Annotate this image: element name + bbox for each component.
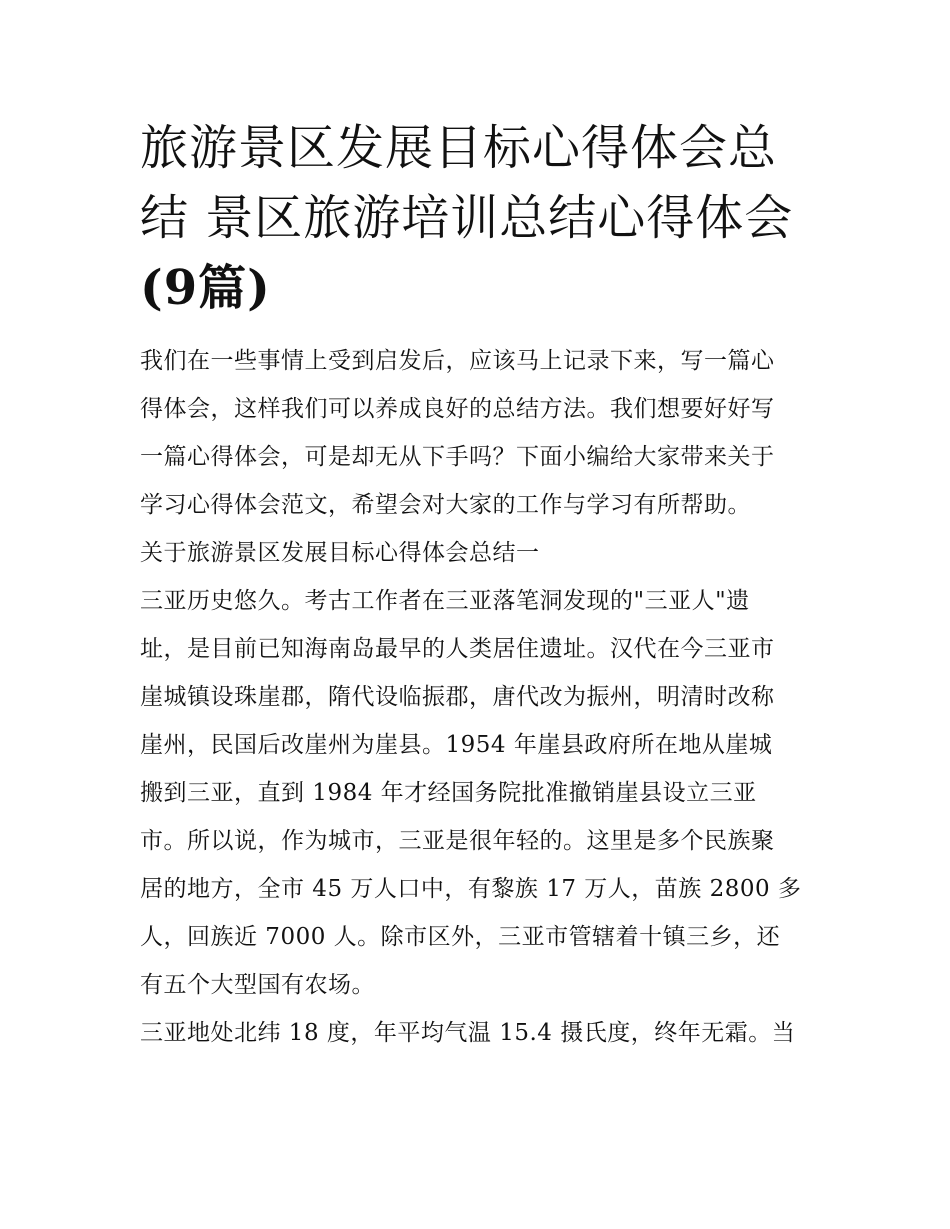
text-line: 三亚地处北纬 18 度，年平均气温 15.4 摄氏度，终年无霜。当 — [140, 1020, 796, 1046]
section-heading — [140, 529, 820, 577]
text-line: 我们在一些事情上受到启发后，应该马上记录下来，写一篇心 — [140, 348, 775, 374]
text-line: 人，回族近 7000 人。除市区外，三亚市管辖着十镇三乡，还 — [140, 924, 781, 950]
text-line: 址，是目前已知海南岛最早的人类居住遗址。汉代在今三亚市 — [140, 636, 775, 662]
text-line: 居的地方，全市 45 万人口中，有黎族 17 万人，苗族 2800 多 — [140, 876, 802, 902]
text-line: 崖城镇设珠崖郡，隋代设临振郡，唐代改为振州，明清时改称 — [140, 684, 775, 710]
document-title — [140, 113, 820, 323]
intro-paragraph — [140, 337, 820, 529]
title-line: 结 景区旅游培训总结心得体会 — [140, 190, 794, 246]
text-line: 一篇心得体会，可是却无从下手吗？下面小编给大家带来关于 — [140, 444, 775, 470]
text-line: 得体会，这样我们可以养成良好的总结方法。我们想要好好写 — [140, 396, 775, 422]
text-line: 有五个大型国有农场。 — [140, 972, 375, 998]
text-line: 关于旅游景区发展目标心得体会总结一 — [140, 540, 540, 566]
text-line: 崖州，民国后改崖州为崖县。1954 年崖县政府所在地从崖城 — [140, 732, 773, 758]
title-line: (9篇) — [140, 260, 271, 316]
text-line: 市。所以说，作为城市，三亚是很年轻的。这里是多个民族聚 — [140, 828, 775, 854]
text-line: 三亚历史悠久。考古工作者在三亚落笔洞发现的"三亚人"遗 — [140, 588, 750, 614]
document-page — [140, 113, 820, 1057]
body-paragraph — [140, 577, 820, 1009]
body-paragraph — [140, 1009, 820, 1057]
text-line: 搬到三亚，直到 1984 年才经国务院批准撤销崖县设立三亚 — [140, 780, 757, 806]
text-line: 学习心得体会范文，希望会对大家的工作与学习有所帮助。 — [140, 492, 751, 518]
title-line: 旅游景区发展目标心得体会总 — [140, 120, 778, 176]
